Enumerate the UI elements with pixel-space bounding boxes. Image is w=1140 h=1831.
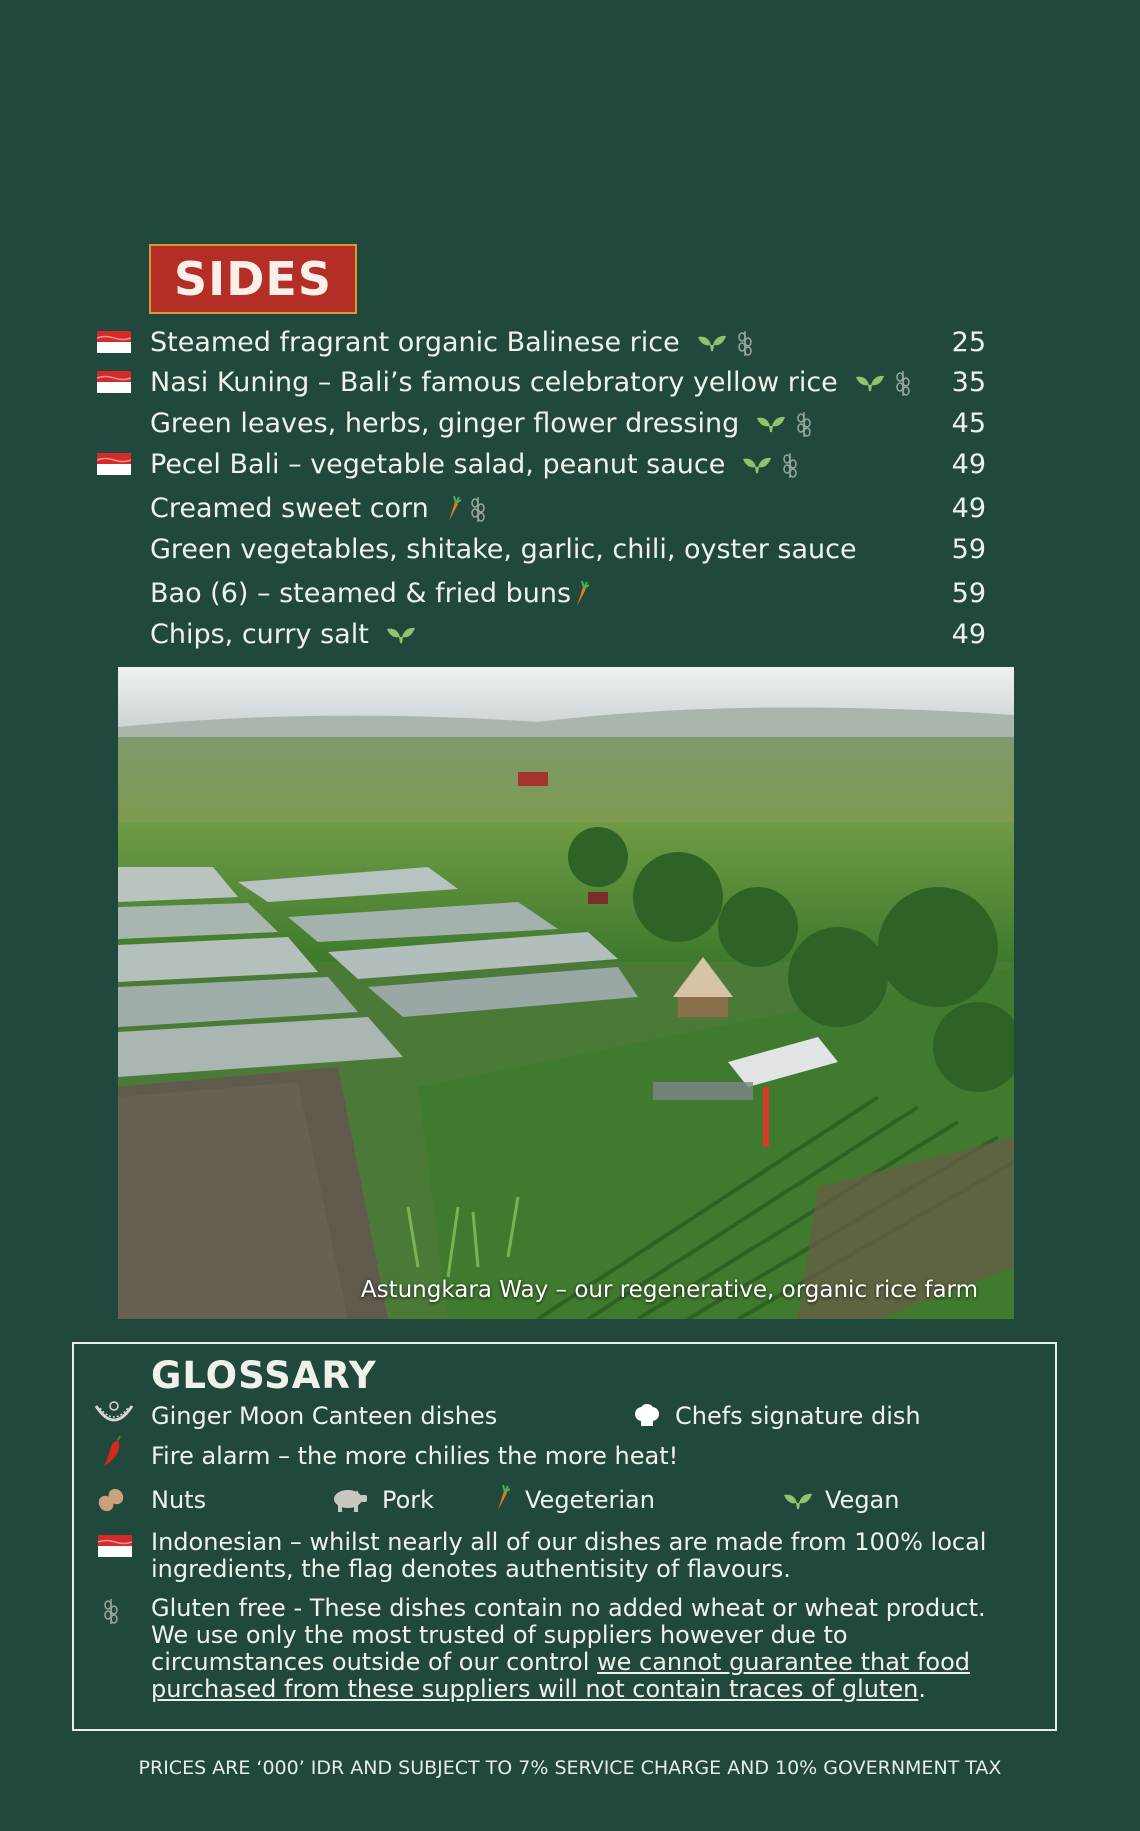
- glossary-fire: Fire alarm – the more chilies the more heat!: [151, 1442, 679, 1470]
- glossary-indonesian: Indonesian – whilst nearly all of our dishes are made from 100% local ingredients, the flag denotes authentisity of flavours.: [151, 1528, 987, 1583]
- rice-farm-photo: [118, 667, 1014, 1319]
- menu-item: [0, 574, 1140, 614]
- item-name: Green leaves, herbs, ginger flower dressing: [150, 408, 740, 439]
- glossary-box: [72, 1342, 1057, 1731]
- vegetarian-icon: [494, 1485, 510, 1511]
- glossary-pork: Pork: [382, 1486, 435, 1514]
- menu-item: [0, 489, 1140, 529]
- item-name: Pecel Bali – vegetable salad, peanut sauce: [150, 449, 726, 480]
- item-price: 59: [951, 578, 986, 609]
- item-name: Creamed sweet corn: [150, 493, 429, 524]
- section-title: SIDES: [174, 252, 332, 306]
- menu-item: [0, 363, 1140, 403]
- vegan-icon: [782, 1491, 814, 1511]
- item-name: Green vegetables, shitake, garlic, chili, oyster sauce: [150, 534, 857, 565]
- menu-item: [0, 323, 1140, 363]
- item-name: Chips, curry salt: [150, 619, 369, 650]
- gluten-free-icon: [102, 1597, 120, 1625]
- vegan-icon: [696, 333, 728, 353]
- vegan-icon: [755, 414, 787, 434]
- glossary-title: GLOSSARY: [151, 1354, 377, 1397]
- indonesian-flag-icon: [97, 371, 131, 393]
- sides-badge: [149, 244, 357, 314]
- vegan-icon: [854, 373, 886, 393]
- indonesian-flag-icon: [97, 453, 131, 475]
- item-price: 35: [951, 367, 986, 398]
- menu-item: [0, 530, 1140, 570]
- glossary-nuts: Nuts: [151, 1486, 207, 1514]
- peanut-icon: [96, 1486, 126, 1514]
- ginger-moon-logo-icon: [92, 1396, 136, 1430]
- menu-item: [0, 445, 1140, 485]
- indonesian-flag-icon: [98, 1535, 132, 1557]
- menu-item: [0, 615, 1140, 655]
- item-price: 49: [951, 493, 986, 524]
- gluten-free-icon: [469, 495, 487, 523]
- gluten-free-icon: [736, 329, 754, 357]
- vegetarian-icon: [445, 496, 461, 522]
- item-price: 49: [951, 449, 986, 480]
- glossary-canteen: Ginger Moon Canteen dishes: [151, 1402, 498, 1430]
- gluten-free-icon: [795, 410, 813, 438]
- glossary-vegetarian: Vegeterian: [525, 1486, 655, 1514]
- gluten-end: .: [918, 1675, 926, 1703]
- gluten-free-icon: [894, 369, 912, 397]
- item-price: 59: [951, 534, 986, 565]
- gluten-intro: Gluten free - These dishes contain no added wheat or wheat product. We use only the most trusted of suppliers however due to circumstances outside of our control: [151, 1594, 986, 1676]
- gluten-warning: we cannot guarantee that food purchased from these suppliers will not contain traces of gluten: [151, 1648, 970, 1703]
- photo-caption: Astungkara Way – our regenerative, organic rice farm: [360, 1277, 978, 1303]
- vegetarian-icon: [573, 581, 589, 607]
- chili-icon: [102, 1436, 124, 1468]
- vegan-icon: [385, 625, 417, 645]
- item-price: 25: [951, 327, 986, 358]
- menu-item: [0, 404, 1140, 444]
- glossary-gluten-free: [151, 1595, 1011, 1703]
- chef-hat-icon: [634, 1404, 660, 1428]
- item-name: Bao (6) – steamed & fried buns: [150, 578, 572, 609]
- vegan-icon: [741, 455, 773, 475]
- item-name: Steamed fragrant organic Balinese rice: [150, 327, 680, 358]
- glossary-signature: Chefs signature dish: [675, 1402, 921, 1430]
- glossary-vegan: Vegan: [825, 1486, 900, 1514]
- gluten-free-icon: [781, 451, 799, 479]
- indonesian-flag-icon: [97, 331, 131, 353]
- footer-note: PRICES ARE ‘000’ IDR AND SUBJECT TO 7% SERVICE CHARGE AND 10% GOVERNMENT TAX: [138, 1757, 1002, 1779]
- item-price: 45: [951, 408, 986, 439]
- pig-icon: [330, 1487, 368, 1513]
- item-name: Nasi Kuning – Bali’s famous celebratory yellow rice: [150, 367, 838, 398]
- item-price: 49: [951, 619, 986, 650]
